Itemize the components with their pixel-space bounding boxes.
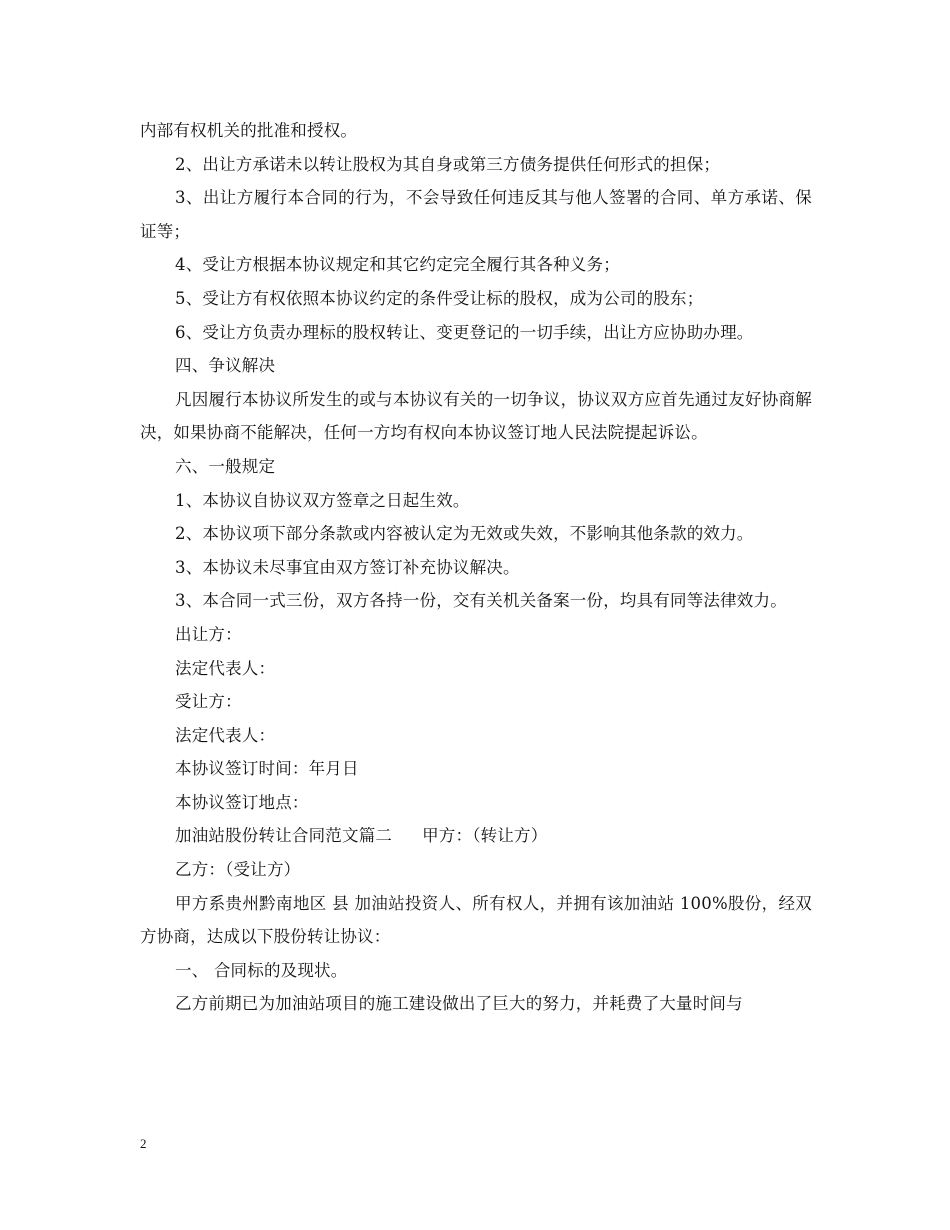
paragraph: 4、受让方根据本协议规定和其它约定完全履行其各种义务； bbox=[175, 255, 620, 275]
paragraph: 5、受让方有权依照本协议约定的条件受让标的股权，成为公司的股东； bbox=[175, 288, 704, 308]
paragraph: 3、本协议未尽事宜由双方签订补充协议解决。 bbox=[175, 557, 520, 577]
party-b-label: 乙方：（受让方） bbox=[175, 860, 301, 880]
paragraph: 2、本协议项下部分条款或内容被认定为无效或失效，不影响其他条款的效力。 bbox=[175, 524, 754, 544]
paragraph: 甲方系贵州黔南地区 县 加油站投资人、所有权人，并拥有该加油站 100%股份，经双方协商，达成以下股份转让协议： bbox=[140, 893, 812, 947]
section-heading: 六、一般规定 bbox=[175, 456, 276, 476]
signature-field: 法定代表人： bbox=[175, 725, 276, 745]
paragraph: 1、本协议自协议双方签章之日起生效。 bbox=[175, 490, 470, 510]
paragraph: 乙方前期已为加油站项目的施工建设做出了巨大的努力，并耗费了大量时间与 bbox=[175, 994, 743, 1014]
signature-field: 出让方： bbox=[175, 624, 242, 644]
paragraph: 3、出让方履行本合同的行为，不会导致任何违反其与他人签署的合同、单方承诺、保证等； bbox=[140, 188, 812, 241]
contract-title: 加油站股份转让合同范文篇二 bbox=[175, 826, 393, 846]
signature-field: 受让方： bbox=[175, 692, 242, 712]
paragraph: 6、受让方负责办理标的股权转让、变更登记的一切手续，出让方应协助办理。 bbox=[175, 322, 754, 342]
signature-field: 本协议签订地点： bbox=[175, 792, 309, 812]
paragraph: 3、本合同一式三份，双方各持一份，交有关机关备案一份，均具有同等法律效力。 bbox=[175, 591, 787, 611]
contract-title-line bbox=[140, 819, 812, 853]
paragraph: 内部有权机关的批准和授权。 bbox=[140, 121, 358, 140]
party-a-label: 甲方：（转让方） bbox=[422, 826, 548, 846]
signature-field: 本协议签订时间：年月日 bbox=[175, 759, 359, 779]
paragraph: 2、出让方承诺未以转让股权为其自身或第三方债务提供任何形式的担保； bbox=[175, 154, 721, 174]
section-heading: 一、 合同标的及现状。 bbox=[175, 960, 348, 980]
signature-field: 法定代表人： bbox=[175, 658, 276, 678]
paragraph: 凡因履行本协议所发生的或与本协议有关的一切争议，协议双方应首先通过友好协商解决，如果协商不能解决，任何一方均有权向本协议签订地人民法院提起诉讼。 bbox=[140, 389, 812, 443]
document-body bbox=[140, 114, 812, 1021]
section-heading: 四、争议解决 bbox=[175, 356, 276, 376]
page-number: 2 bbox=[140, 1136, 147, 1151]
